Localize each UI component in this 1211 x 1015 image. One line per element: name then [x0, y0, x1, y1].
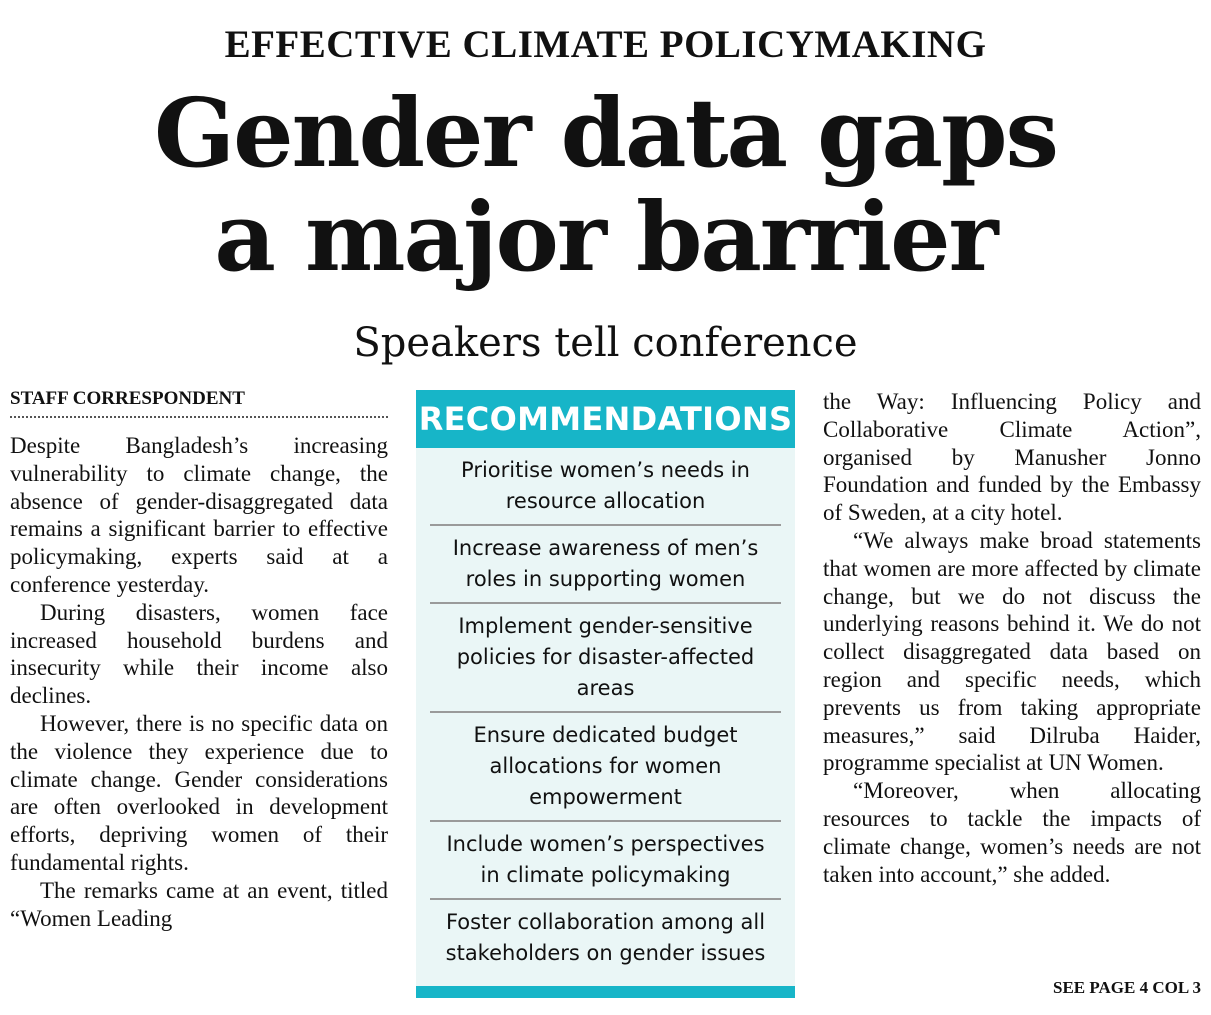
recommendation-item: Increase awareness of men’s roles in supporting women [430, 526, 781, 604]
left-column [10, 388, 388, 932]
paragraph: However, there is no specific data on the violence they experience due to climate change. Gender considerations are often overlooked in development efforts, depriving women of their fundamental rights. [10, 710, 388, 875]
recommendations-box [416, 390, 795, 998]
deck-subheadline: Speakers tell conference [353, 320, 858, 366]
recommendation-item: Implement gender-sensitive policies for disaster-affected areas [430, 604, 781, 713]
paragraph: During disasters, women face increased household burdens and insecurity while their income also declines. [10, 599, 388, 709]
recommendation-item: Foster collaboration among all stakeholders on gender issues [445, 910, 766, 965]
paragraph: Despite Bangladesh’s increasing vulnerability to climate change, the absence of gender-disaggregated data remains a significant barrier to effective policymaking, experts said at a conference yesterday. [10, 433, 388, 597]
continuation-note: SEE PAGE 4 COL 3 [1053, 978, 1201, 997]
paragraph: The remarks came at an event, titled “Women Leading [10, 877, 388, 931]
paragraph: “We always make broad statements that women are more affected by climate change, but we do not discuss the underlying reasons behind it. We do not collect disaggregated data based on region and specific needs, which prevents us from taking appropriate measures,” said Dilruba Haider, programme specialist at UN Women. [823, 527, 1201, 776]
kicker: EFFECTIVE CLIMATE POLICYMAKING [224, 23, 987, 66]
right-column [823, 388, 1201, 888]
headline-line-2: a major barrier [214, 182, 997, 293]
recommendations-list [430, 448, 781, 976]
headline [0, 78, 1211, 293]
headline-line-1: Gender data gaps [153, 78, 1058, 189]
paragraph: the Way: Influencing Policy and Collaborative Climate Action”, organised by Manusher Jonno Foundation and funded by the Embassy of Sweden, at a city hotel. [823, 389, 1201, 526]
recommendation-item: Prioritise women’s needs in resource allocation [430, 448, 781, 526]
byline: STAFF CORRESPONDENT [10, 388, 388, 418]
recommendation-item: Include women’s perspectives in climate policymaking [430, 822, 781, 900]
paragraph: “Moreover, when allocating resources to tackle the impacts of climate change, women’s needs are not taken into account,” she added. [823, 778, 1201, 887]
recommendation-item: Ensure dedicated budget allocations for women empowerment [430, 713, 781, 822]
recommendations-title: RECOMMENDATIONS [416, 390, 795, 448]
